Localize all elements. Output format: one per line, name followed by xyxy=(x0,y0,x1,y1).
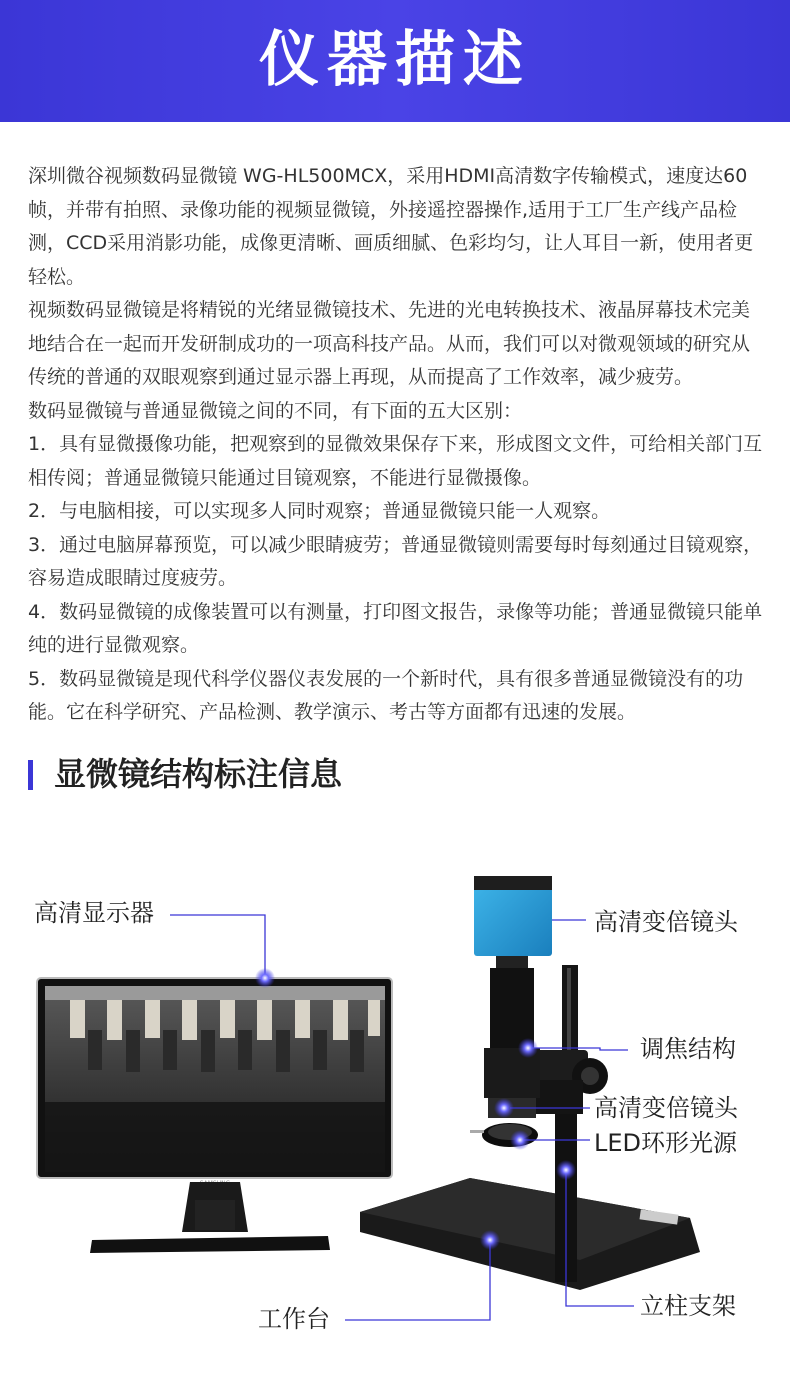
label-monitor: 高清显示器 xyxy=(34,899,154,927)
desc-paragraph-overview: 视频数码显微镜是将精锐的光绪显微镜技术、先进的光电转换技术、液晶屏幕技术完美地结合在一起而开发研制成功的一项高科技产品。从而，我们可以对微观领域的研究从传统的普通的双眼观察到通过显示器上再现，从而提高了工作效率，减少疲劳。 xyxy=(28,299,751,388)
label-zoom-lens: 高清变倍镜头 xyxy=(594,1094,738,1122)
microscope-diagram xyxy=(0,840,790,1370)
label-led-ring: LED环形光源 xyxy=(594,1129,738,1157)
page-title: 仪器描述 xyxy=(259,25,531,95)
label-camera: 高清变倍镜头 xyxy=(594,908,738,936)
label-column: 立柱支架 xyxy=(640,1292,736,1320)
header-banner xyxy=(0,0,790,122)
section-accent-bar xyxy=(28,760,33,790)
label-workbench: 工作台 xyxy=(258,1305,330,1333)
desc-paragraph-differences-heading: 数码显微镜与普通显微镜之间的不同，有下面的五大区别： xyxy=(28,399,523,422)
desc-list-item-5: 5．数码显微镜是现代科学仪器仪表发展的一个新时代，具有很多普通显微镜没有的功能。它在科学研究、产品检测、教学演示、考古等方面都有迅速的发展。 xyxy=(28,667,744,723)
desc-paragraph-intro: 深圳微谷视频数码显微镜 WG-HL500MCX，采用HDMI高清数字传输模式，速度达60帧，并带有拍照、录像功能的视频显微镜，外接遥控器操作,适用于工厂生产线产品检测，CCD采用消影功能，成像更清晰、画质细腻、色彩均匀，让人耳目一新，使用者更轻松。 xyxy=(28,165,754,288)
desc-list-item-4: 4．数码显微镜的成像装置可以有测量，打印图文报告，录像等功能；普通显微镜只能单纯的进行显微观察。 xyxy=(28,600,763,656)
section-title: 显微镜结构标注信息 xyxy=(54,755,343,793)
desc-list-item-3: 3．通过电脑屏幕预览，可以减少眼睛疲劳；普通显微镜则需要每时每刻通过目镜观察，容易造成眼睛过度疲劳。 xyxy=(28,533,763,589)
description-block xyxy=(28,160,768,730)
monitor-graphic xyxy=(37,978,392,1253)
microscope-graphic xyxy=(360,876,700,1290)
desc-list-item-2: 2．与电脑相接，可以实现多人同时观察；普通显微镜只能一人观察。 xyxy=(28,500,611,522)
desc-list-item-1: 1．具有显微摄像功能，把观察到的显微效果保存下来，形成图文文件，可给相关部门互相传阅；普通显微镜只能通过目镜观察，不能进行显微摄像。 xyxy=(28,433,763,489)
label-focus: 调焦结构 xyxy=(640,1035,736,1063)
